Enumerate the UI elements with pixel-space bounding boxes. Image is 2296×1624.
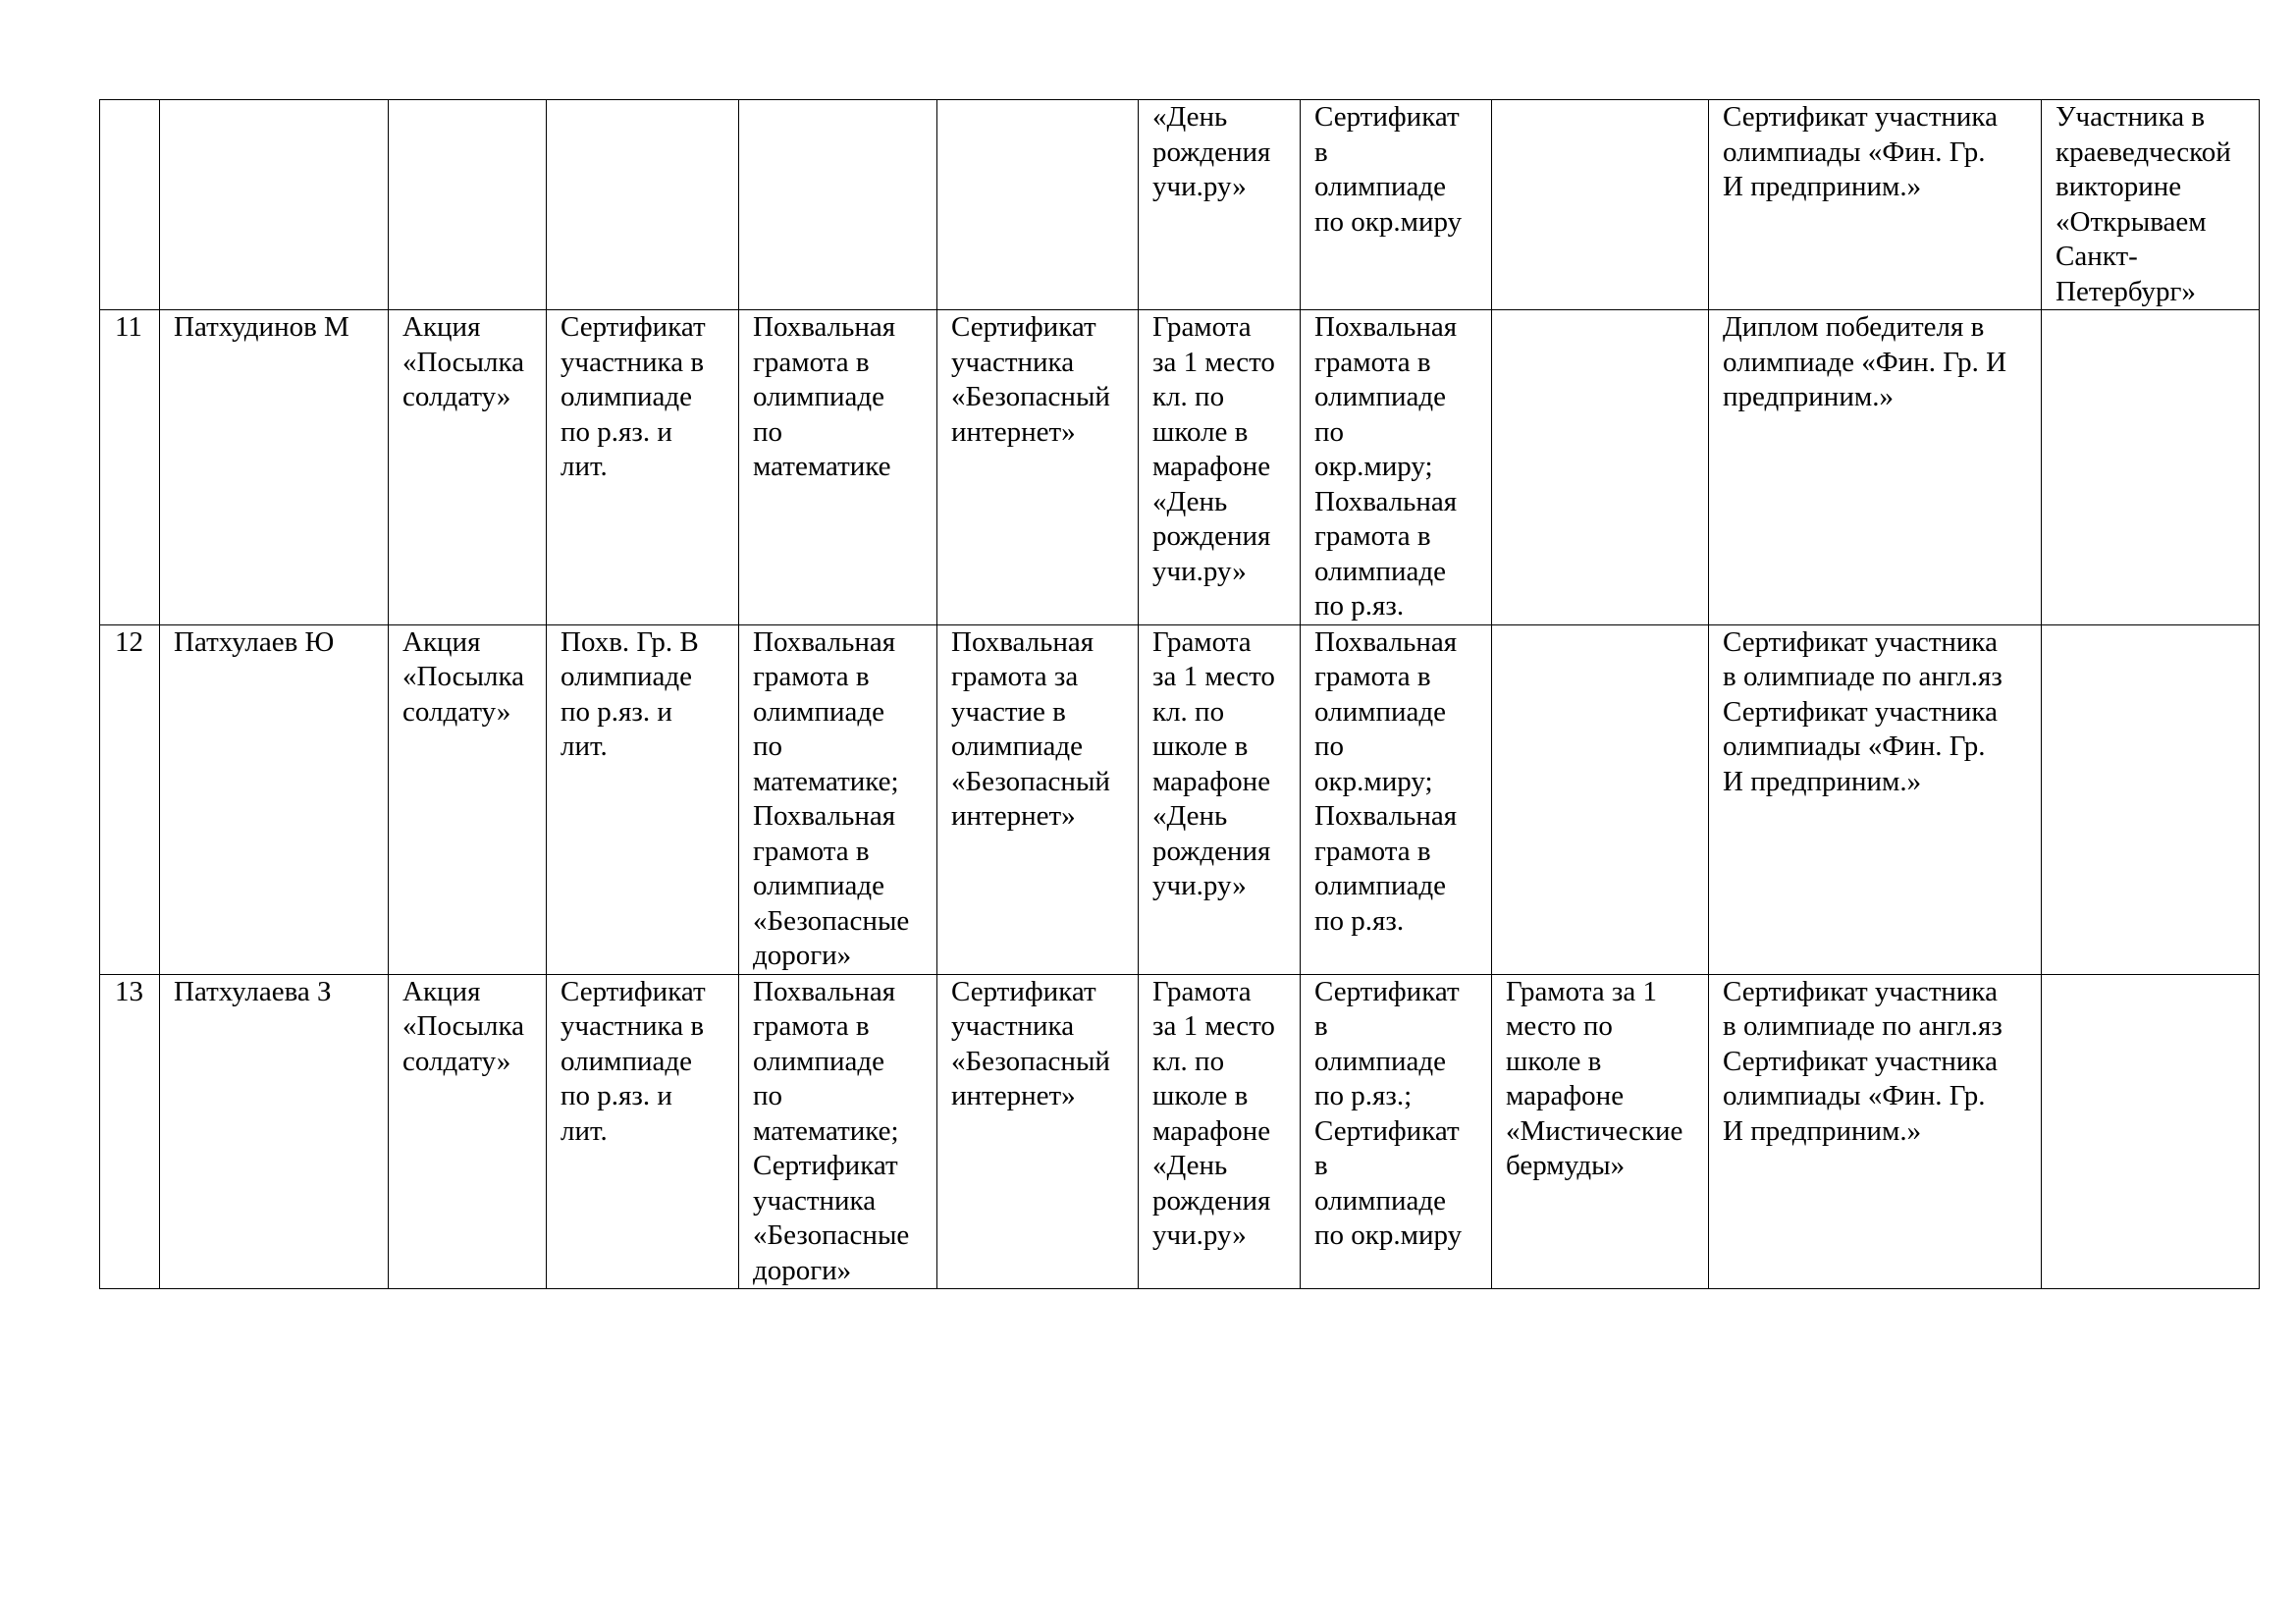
table-cell <box>2042 310 2260 625</box>
table-cell: Похвальная грамота за участие в олимпиаде «Безопасный интернет» <box>937 624 1139 974</box>
table-cell <box>2042 624 2260 974</box>
row-number-cell: 13 <box>100 974 160 1289</box>
table-cell: Похвальная грамота в олимпиаде по математике <box>739 310 937 625</box>
table-cell: Сертификат участника «Безопасный интернет» <box>937 310 1139 625</box>
table-cell: Сертификат участника в олимпиаде по англ.яз Сертификат участника олимпиады «Фин. Гр. И предприним.» <box>1709 624 2042 974</box>
table-cell: Похвальная грамота в олимпиаде по математике; Сертификат участника «Безопасные дороги» <box>739 974 937 1289</box>
table-cell: Участника в краеведческой викторине «Открываем Санкт- Петербург» <box>2042 100 2260 310</box>
table-cell: Грамота за 1 место кл. по школе в марафоне «День рождения учи.ру» <box>1139 310 1301 625</box>
table-row <box>100 310 2260 625</box>
table-cell: Похвальная грамота в олимпиаде по окр.миру; Похвальная грамота в олимпиаде по р.яз. <box>1301 624 1492 974</box>
table-cell <box>937 100 1139 310</box>
table-cell <box>2042 974 2260 1289</box>
table-cell <box>389 100 547 310</box>
table-cell: Сертификат в олимпиаде по окр.миру <box>1301 100 1492 310</box>
table-cell: Сертификат в олимпиаде по р.яз.; Сертификат в олимпиаде по окр.миру <box>1301 974 1492 1289</box>
table-cell <box>547 100 739 310</box>
table-cell: Грамота за 1 место по школе в марафоне «Мистические бермуды» <box>1492 974 1709 1289</box>
table-cell: Акция «Посылка солдату» <box>389 624 547 974</box>
table-cell: Сертификат участника в олимпиаде по англ.яз Сертификат участника олимпиады «Фин. Гр. И предприним.» <box>1709 974 2042 1289</box>
table-row <box>100 624 2260 974</box>
table-row <box>100 100 2260 310</box>
row-number-cell: 11 <box>100 310 160 625</box>
student-name-cell <box>160 100 389 310</box>
student-name-cell: Патхулаев Ю <box>160 624 389 974</box>
row-number-cell: 12 <box>100 624 160 974</box>
table-cell <box>1492 100 1709 310</box>
table-cell: «День рождения учи.ру» <box>1139 100 1301 310</box>
table-cell: Акция «Посылка солдату» <box>389 310 547 625</box>
table-row <box>100 974 2260 1289</box>
table-cell: Похв. Гр. В олимпиаде по р.яз. и лит. <box>547 624 739 974</box>
student-name-cell: Патхулаева З <box>160 974 389 1289</box>
table-cell: Похвальная грамота в олимпиаде по математике; Похвальная грамота в олимпиаде «Безопасные дороги» <box>739 624 937 974</box>
table-cell: Сертификат участника «Безопасный интернет» <box>937 974 1139 1289</box>
table-cell: Диплом победителя в олимпиаде «Фин. Гр. И предприним.» <box>1709 310 2042 625</box>
row-number-cell <box>100 100 160 310</box>
table-cell: Грамота за 1 место кл. по школе в марафоне «День рождения учи.ру» <box>1139 974 1301 1289</box>
table-cell <box>1492 624 1709 974</box>
table-cell: Сертификат участника в олимпиаде по р.яз. и лит. <box>547 974 739 1289</box>
table-cell <box>1492 310 1709 625</box>
table-cell: Акция «Посылка солдату» <box>389 974 547 1289</box>
table-cell: Похвальная грамота в олимпиаде по окр.миру; Похвальная грамота в олимпиаде по р.яз. <box>1301 310 1492 625</box>
table-cell: Сертификат участника олимпиады «Фин. Гр. И предприним.» <box>1709 100 2042 310</box>
table-cell: Сертификат участника в олимпиаде по р.яз. и лит. <box>547 310 739 625</box>
student-name-cell: Патхудинов М <box>160 310 389 625</box>
table-cell: Грамота за 1 место кл. по школе в марафоне «День рождения учи.ру» <box>1139 624 1301 974</box>
table-cell <box>739 100 937 310</box>
awards-table <box>99 99 2260 1289</box>
